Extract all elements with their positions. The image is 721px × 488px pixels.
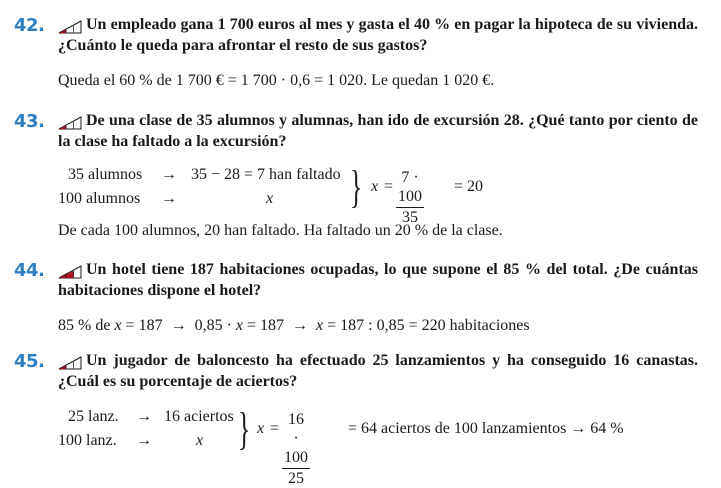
row1-right: 35 − 28 = 7 han faltado — [191, 166, 341, 183]
fraction — [282, 410, 310, 488]
problem-number: 44. — [14, 260, 45, 281]
problem-43 — [0, 110, 721, 250]
row1-left: 25 lanz. — [68, 408, 119, 425]
fraction-denominator: 35 — [402, 209, 418, 226]
right-brace: } — [238, 403, 251, 454]
arrow-icon: → — [161, 166, 177, 183]
unknown-var: x — [371, 178, 379, 195]
problem-number: 43. — [14, 111, 45, 132]
result: = 64 aciertos de 100 lanzamientos → 64 % — [348, 420, 624, 437]
answer-text: Queda el 60 % de 1 700 € = 1 700 · 0,6 = 1 020. Le quedan 1 020 €. — [58, 72, 495, 89]
row2-unknown: x — [266, 190, 274, 207]
row2-left: 100 lanz. — [58, 432, 117, 449]
problem-number: 42. — [14, 15, 45, 36]
equals-sign: = — [384, 178, 394, 195]
question-text: De una clase de 35 alumnos y alumnas, han ido de excursión 28. ¿Qué tanto por ciento de la clase ha faltado a la excursión? — [58, 112, 698, 150]
question-text: Un jugador de baloncesto ha efectuado 25 lanzamientos y ha conseguido 16 canastas. ¿Cuál es su porcentaje de aciertos? — [58, 352, 698, 390]
question-text: Un hotel tiene 187 habitaciones ocupadas, lo que supone el 85 % del total. ¿De cuántas habitaciones dispone el hotel? — [58, 261, 698, 299]
row1-left: 35 alumnos — [68, 166, 143, 183]
equals-sign: = — [270, 420, 280, 437]
unknown-var: x — [257, 420, 265, 437]
unknown-var: x — [316, 317, 324, 334]
fraction-denominator: 25 — [288, 470, 304, 487]
problem-44 — [0, 259, 721, 339]
answer-part: = 187 → 0,85 · — [121, 317, 236, 334]
arrow-icon: → — [136, 408, 152, 425]
answer-text: De cada 100 alumnos, 20 han faltado. Ha faltado un 20 % de la clase. — [58, 222, 503, 239]
row1-right: 16 aciertos — [164, 408, 234, 425]
unknown-var: x — [235, 317, 244, 334]
fraction-numerator: 16 · 100 — [282, 410, 310, 469]
answer-text — [58, 315, 708, 336]
answer-part: = 187 → — [243, 317, 317, 334]
problem-45 — [0, 350, 721, 487]
answer-part: 85 % de — [58, 317, 115, 334]
answer-part: = 187 : 0,85 = 220 habitaciones — [323, 317, 530, 334]
question-text: Un empleado gana 1 700 euros al mes y gasta el 40 % en pagar la hipoteca de su vivienda. ¿Cuánto le queda para afrontar el resto de sus gastos? — [58, 16, 698, 54]
unknown-var: x — [114, 317, 122, 334]
row2-left: 100 alumnos — [58, 190, 141, 207]
fraction — [396, 168, 424, 227]
problem-number: 45. — [14, 351, 45, 372]
problem-42 — [0, 14, 721, 104]
fraction-numerator: 7 · 100 — [396, 168, 424, 208]
right-brace: } — [350, 161, 363, 212]
result: = 20 — [454, 178, 484, 195]
arrow-icon: → — [161, 190, 177, 207]
arrow-icon: → — [136, 432, 152, 449]
row2-unknown: x — [196, 432, 204, 449]
